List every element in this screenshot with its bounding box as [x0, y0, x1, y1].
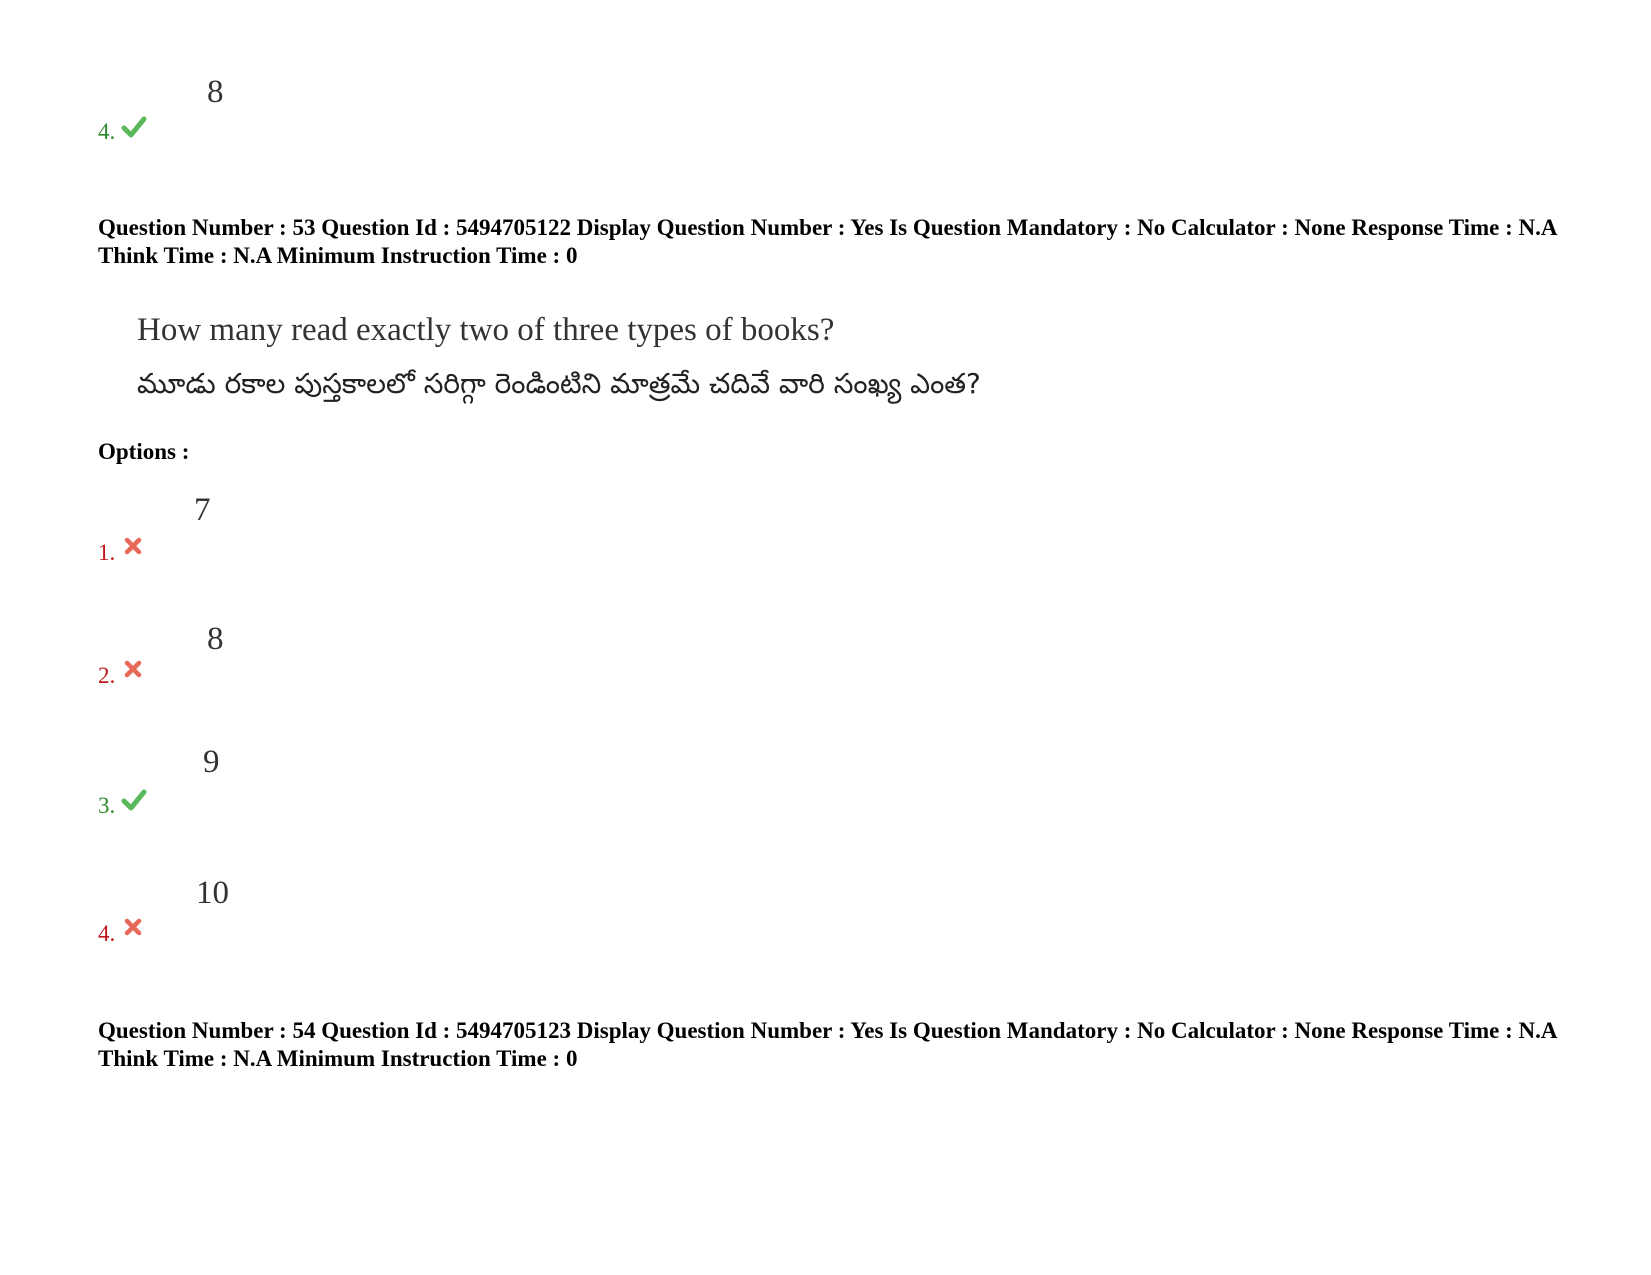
check-icon: [121, 114, 147, 140]
question-54-meta: Question Number : 54 Question Id : 5494705123 Display Question Number : Yes Is Question Mandatory : No Calculator : None Response Time : N.A Think Time : N.A Minimum Instruction Time : 0: [98, 1018, 1557, 1071]
cross-icon: [123, 917, 143, 937]
option-4-value: 10: [196, 875, 229, 911]
check-icon: [121, 787, 147, 813]
option-1-number: 1.: [98, 540, 116, 565]
option-3-number: 3.: [98, 793, 116, 818]
question-53-meta: Question Number : 53 Question Id : 5494705122 Display Question Number : Yes Is Question Mandatory : No Calculator : None Response Time : N.A Think Time : N.A Minimum Instruction Time : 0: [98, 215, 1557, 268]
question-text-telugu: మూడు రకాల పుస్తకాలలో సరిగ్గా రెండింటిని మాత్రమే చదివే వారి సంఖ్య ఎంత?: [137, 367, 981, 400]
option-2-number: 2.: [98, 663, 116, 688]
option-4-number: 4.: [98, 921, 116, 946]
option-2-value: 8: [207, 621, 224, 657]
cross-icon: [123, 536, 143, 556]
question-text-english: How many read exactly two of three types of books?: [137, 312, 835, 348]
prev-option-number: 4.: [98, 119, 116, 144]
option-3-value: 9: [203, 744, 220, 780]
option-1-value: 7: [194, 492, 211, 528]
prev-option-value: 8: [207, 74, 224, 110]
cross-icon: [123, 659, 143, 679]
options-label: Options :: [98, 439, 190, 464]
